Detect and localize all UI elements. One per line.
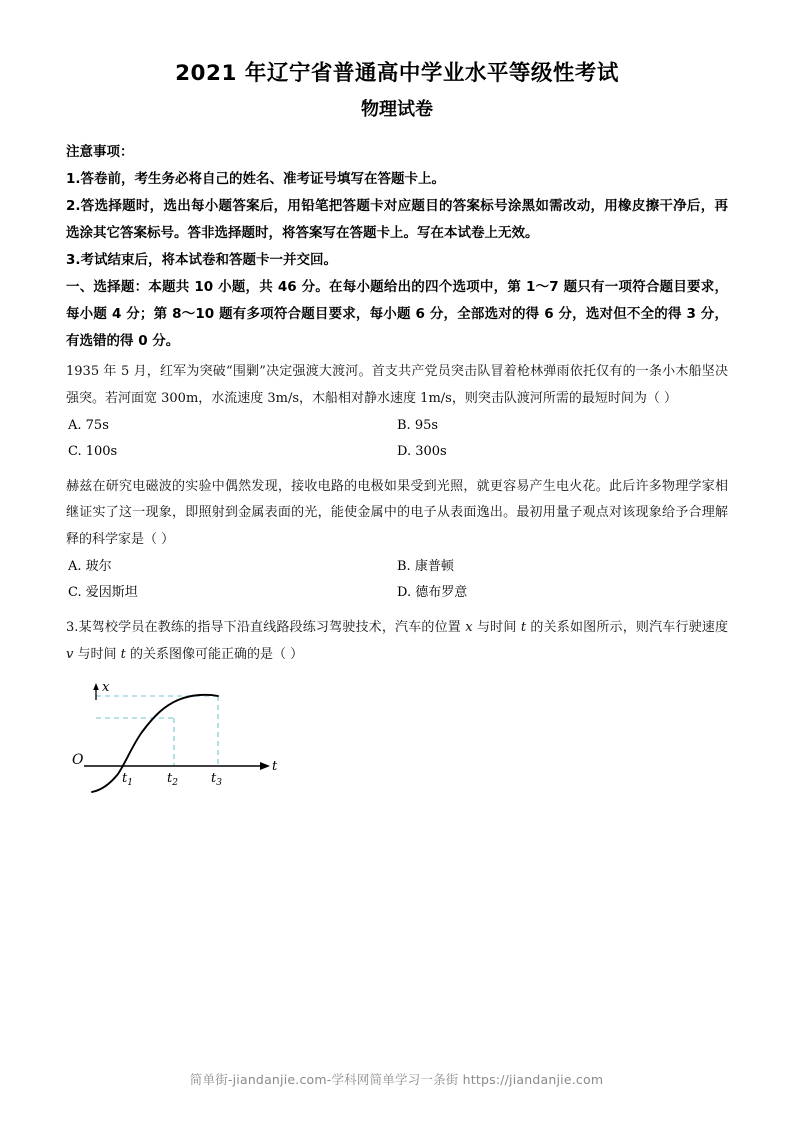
question-1-option-d[interactable]: D. 300s bbox=[397, 444, 447, 460]
question-3-number: 3. bbox=[66, 620, 79, 636]
question-1-text: 1935 年 5 月，红军为突破“围剿”决定强渡大渡河。首支共产党员突击队冒着枪林弹雨依托仅有的一条小木船坚决强突。若河面宽 300m，水流速度 3m/s，木船相对静水速度 1m/s，则突击队渡河所需的最短时间为（ ） bbox=[66, 364, 728, 406]
axis-label-t: t bbox=[272, 759, 278, 775]
question-1-option-c[interactable]: C. 100s bbox=[68, 444, 118, 460]
notice-item-2: 2.答选择题时，选出每小题答案后，用铅笔把答题卡对应题目的答案标号涂黑如需改动，用橡皮擦干净后，再选涂其它答案标号。答非选择题时，将答案写在答题卡上。写在本试卷上无效。 bbox=[66, 198, 728, 242]
axis-label-x: x bbox=[102, 680, 110, 696]
paper-content bbox=[66, 58, 728, 814]
question-2-text: 赫兹在研究电磁波的实验中偶然发现，接收电路的电极如果受到光照，就更容易产生电火花。此后许多物理学家相继证实了这一现象，即照射到金属表面的光，能使金属中的电子从表面逸出。最初用量子观点对该现象给予合理解释的科学家是（ ） bbox=[66, 478, 728, 548]
question-3-var-t-2: t bbox=[120, 646, 126, 662]
y-axis-arrow bbox=[93, 683, 99, 690]
question-3-part-5: 的关系图像可能正确的是（ ） bbox=[125, 646, 304, 662]
question-2-option-b[interactable]: B. 康普顿 bbox=[397, 558, 454, 574]
page-title: 2021 年辽宁省普通高中学业水平等级性考试 bbox=[175, 61, 619, 86]
question-1-option-b[interactable]: B. 95s bbox=[397, 417, 439, 433]
question-3-var-v: v bbox=[66, 646, 74, 662]
question-1-options-row-2 bbox=[66, 439, 728, 466]
notice-item-1: 1.答卷前，考生务必将自己的姓名、准考证号填写在答题卡上。 bbox=[66, 171, 446, 188]
tick-label-t2: $t_2$ bbox=[167, 771, 178, 789]
origin-label: O bbox=[72, 752, 84, 769]
question-3-var-x: x bbox=[465, 620, 473, 636]
question-3-text bbox=[66, 615, 728, 668]
footer-watermark: 简单街-jiandanjie.com-学科网简单学习一条街 https://jiandanjie.com bbox=[189, 1072, 604, 1087]
question-2-option-d[interactable]: D. 德布罗意 bbox=[397, 585, 468, 601]
question-2-options-row-1 bbox=[66, 554, 728, 581]
page-subtitle: 物理试卷 bbox=[361, 99, 433, 121]
question-3-part-4: 与时间 bbox=[73, 646, 121, 662]
question-3-figure bbox=[66, 674, 728, 814]
question-3-part-1: 某驾校学员在教练的指导下沿直线路段练习驾驶技术，汽车的位置 bbox=[78, 620, 466, 636]
x-t-graph-svg bbox=[66, 674, 306, 814]
question-3-part-2: 与时间 bbox=[472, 620, 521, 636]
question-2-options-row-2 bbox=[66, 580, 728, 607]
question-3-var-t-1: t bbox=[520, 620, 527, 636]
position-curve bbox=[92, 695, 218, 792]
question-3-part-3: 的关系如图所示，则汽车行驶速度 bbox=[526, 620, 728, 636]
question-2-option-c[interactable]: C. 爱因斯坦 bbox=[68, 585, 138, 601]
t-axis-arrow bbox=[260, 762, 270, 770]
question-2-option-a[interactable]: A. 玻尔 bbox=[68, 558, 112, 574]
question-1-options-row-1 bbox=[66, 413, 728, 440]
tick-label-t1: $t_1$ bbox=[122, 771, 133, 789]
notice-heading: 注意事项： bbox=[66, 144, 134, 161]
notice-item-3: 3.考试结束后，将本试卷和答题卡一并交回。 bbox=[66, 252, 338, 269]
section-heading-choice: 一、选择题：本题共 10 小题，共 46 分。在每小题给出的四个选项中，第 1～7 题只有一项符合题目要求，每小题 4 分；第 8～10 题有多项符合题目要求，每小题 6 分，全部选对的得 6 分，选对但不全的得 3 分，有选错的得 0 分。 bbox=[66, 279, 728, 350]
tick-label-t3: $t_3$ bbox=[211, 771, 222, 789]
question-1-option-a[interactable]: A. 75s bbox=[68, 417, 109, 433]
